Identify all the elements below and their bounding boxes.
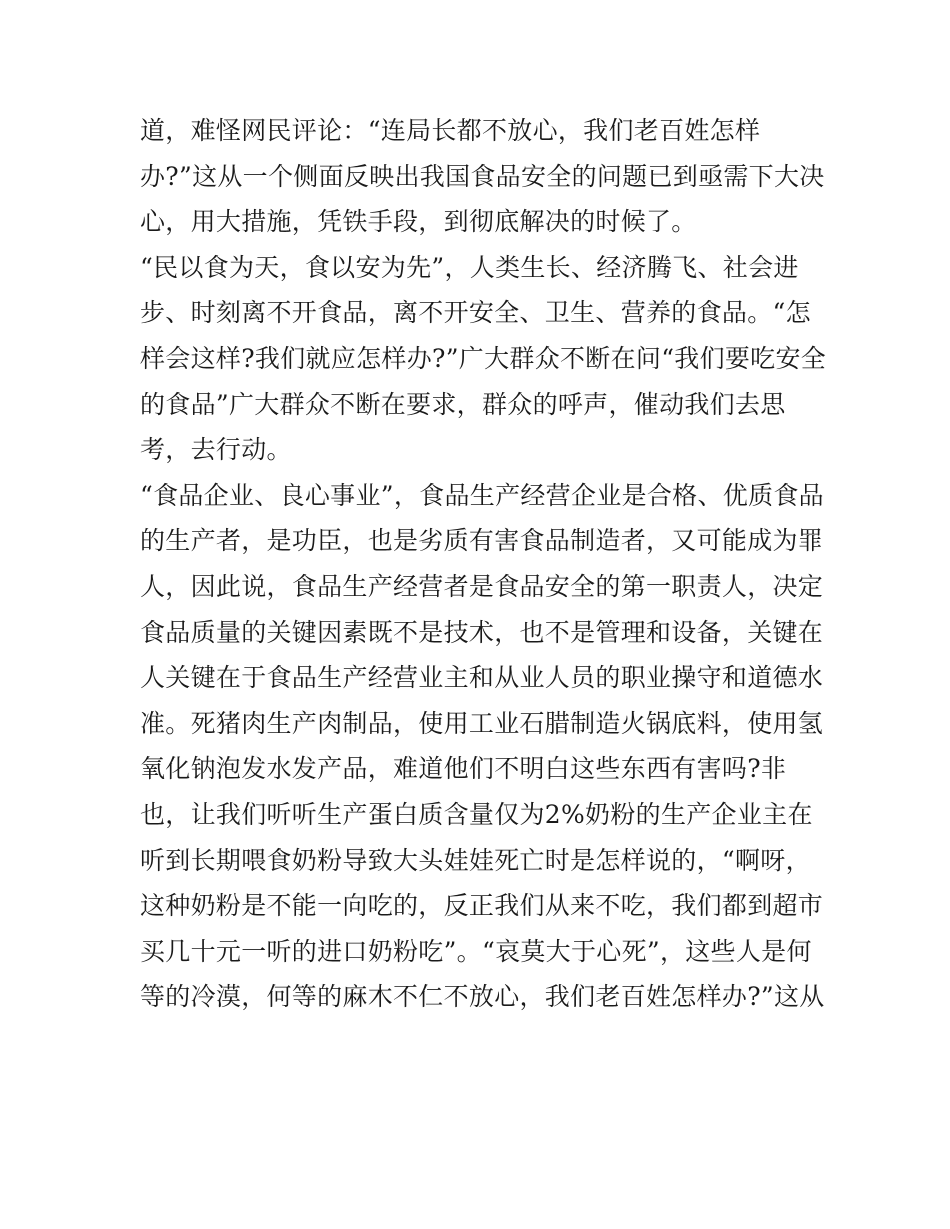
text-line: 听到长期喂食奶粉导致大头娃娃死亡时是怎样说的，“啊呀， (140, 845, 811, 875)
text-line: “食品企业、良心事业”，食品生产经营企业是合格、优质食品 (140, 480, 824, 510)
text-line: 人关键在于食品生产经营业主和从业人员的职业操守和道德水 (140, 663, 824, 693)
text-line: 买几十元一听的进口奶粉吃”。“哀莫大于心死”，这些人是何 (140, 936, 812, 966)
text-line: 食品质量的关键因素既不是技术，也不是管理和设备，关键在 (140, 617, 824, 647)
text-line: 也，让我们听听生产蛋白质含量仅为2%奶粉的生产企业主在 (140, 799, 813, 829)
text-line: 人，因此说，食品生产经营者是食品安全的第一职责人，决定 (140, 571, 824, 601)
text-line: “民以食为天，食以安为先”，人类生长、经济腾飞、社会进 (140, 252, 799, 282)
text-line: 的生产者，是功臣，也是劣质有害食品制造者，又可能成为罪 (140, 526, 824, 556)
text-line: 氧化钠泡发水发产品，难道他们不明白这些东西有害吗?非 (140, 754, 787, 784)
text-line: 心，用大措施，凭铁手段，到彻底解决的时候了。 (140, 207, 697, 237)
text-line: 这种奶粉是不能一向吃的，反正我们从来不吃，我们都到超市 (140, 891, 824, 921)
text-line: 样会这样?我们就应怎样办?”广大群众不断在问“我们要吃安全 (140, 343, 827, 373)
text-line: 道，难怪网民评论：“连局长都不放心，我们老百姓怎样 (140, 116, 761, 145)
text-line: 的食品”广大群众不断在要求，群众的呼声，催动我们去思 (140, 389, 786, 419)
text-line: 考，去行动。 (140, 435, 292, 465)
body-text (140, 108, 827, 1020)
text-line: 准。死猪肉生产肉制品，使用工业石腊制造火锅底料，使用氢 (140, 708, 824, 738)
text-line: 办?”这从一个侧面反映出我国食品安全的问题已到亟需下大决 (140, 161, 825, 191)
text-line: 等的冷漠，何等的麻木不仁不放心，我们老百姓怎样办?”这从 (140, 982, 825, 1012)
text-line: 步、时刻离不开食品，离不开安全、卫生、营养的食品。“怎 (140, 298, 811, 328)
